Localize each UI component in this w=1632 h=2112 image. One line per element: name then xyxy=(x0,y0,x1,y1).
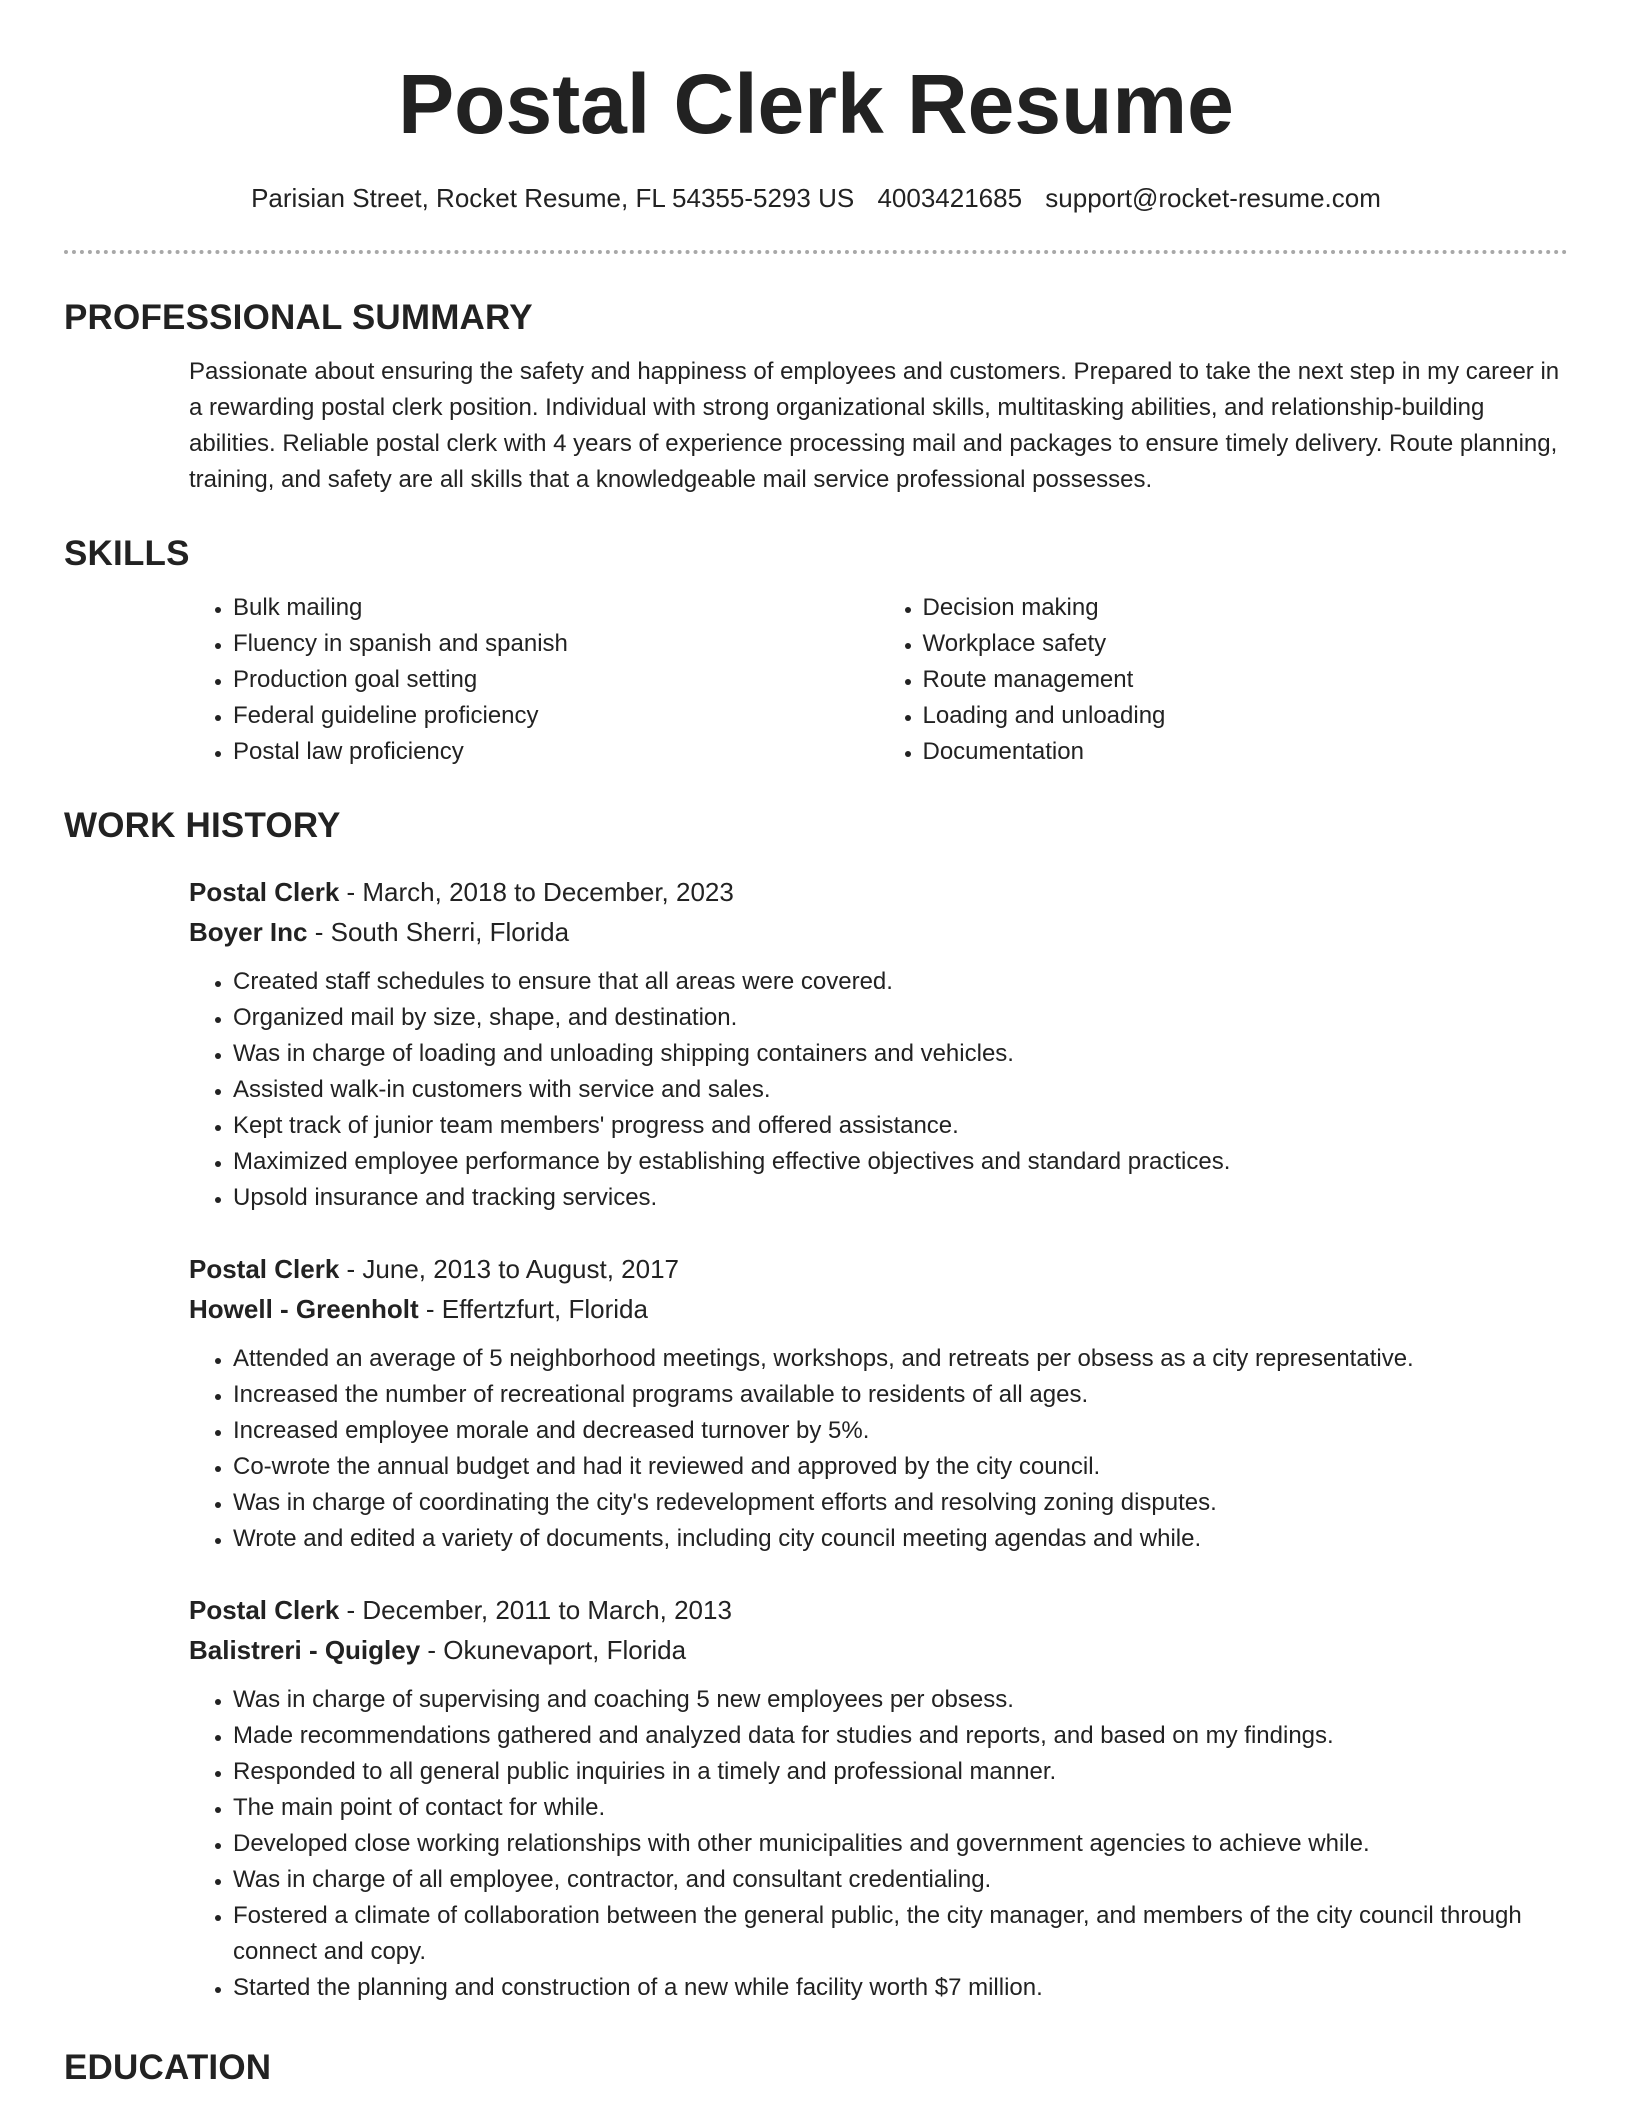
skill-item: • Workplace safety xyxy=(923,626,1569,662)
job-bullets xyxy=(189,964,1568,1216)
job-entry xyxy=(64,872,1568,1216)
job-bullet: • Developed close working relationships with other municipalities and government agencies to achieve while. xyxy=(233,1826,1568,1862)
job-bullet: • Upsold insurance and tracking services. xyxy=(233,1180,1568,1216)
job-bullets xyxy=(189,1682,1568,2006)
job-bullet: • Created staff schedules to ensure that all areas were covered. xyxy=(233,964,1568,1000)
skills-list-right xyxy=(879,590,1569,770)
job-title: Postal Clerk xyxy=(189,877,340,907)
job-company: Balistreri - Quigley xyxy=(189,1635,421,1665)
job-bullet: • Increased employee morale and decreased turnover by 5%. xyxy=(233,1413,1568,1449)
job-bullet: • Assisted walk-in customers with service and sales. xyxy=(233,1072,1568,1108)
job-bullet: • Fostered a climate of collaboration between the general public, the city manager, and members of the city council through connect and copy. xyxy=(233,1898,1568,1970)
section-skills xyxy=(64,532,1568,770)
job-bullet: • Was in charge of coordinating the city's redevelopment efforts and resolving zoning disputes. xyxy=(233,1485,1568,1521)
job-location: - South Sherri, Florida xyxy=(307,917,570,947)
job-bullet: • Was in charge of loading and unloading shipping containers and vehicles. xyxy=(233,1036,1568,1072)
section-education xyxy=(64,2046,1568,2090)
job-dates: - June, 2013 to August, 2017 xyxy=(339,1254,679,1284)
skill-item: • Loading and unloading xyxy=(923,698,1569,734)
job-bullet: • Was in charge of all employee, contractor, and consultant credentialing. xyxy=(233,1862,1568,1898)
skill-item: • Documentation xyxy=(923,734,1569,770)
contact-phone: 4003421685 xyxy=(877,183,1023,213)
skills-list-left xyxy=(189,590,879,770)
education-heading: EDUCATION xyxy=(64,2048,272,2087)
job-bullet: • Wrote and edited a variety of documents, including city council meeting agendas and while. xyxy=(233,1521,1568,1557)
skill-item: • Federal guideline proficiency xyxy=(233,698,879,734)
job-bullet: • Co-wrote the annual budget and had it reviewed and approved by the city council. xyxy=(233,1449,1568,1485)
skills-heading: SKILLS xyxy=(64,534,190,573)
skill-item: • Production goal setting xyxy=(233,662,879,698)
contact-address: Parisian Street, Rocket Resume, FL 54355-5293 US xyxy=(251,183,855,213)
job-company: Howell - Greenholt xyxy=(189,1294,419,1324)
job-title: Postal Clerk xyxy=(189,1254,340,1284)
work-history-heading: WORK HISTORY xyxy=(64,806,341,845)
job-bullet: • Organized mail by size, shape, and destination. xyxy=(233,1000,1568,1036)
job-location: - Okunevaport, Florida xyxy=(420,1635,687,1665)
job-entry xyxy=(64,1590,1568,2006)
skill-item: • Fluency in spanish and spanish xyxy=(233,626,879,662)
job-entry xyxy=(64,1249,1568,1557)
job-bullet: • Increased the number of recreational programs available to residents of all ages. xyxy=(233,1377,1568,1413)
job-company-line xyxy=(189,1630,1568,1670)
job-bullet: • Made recommendations gathered and analyzed data for studies and reports, and based on my findings. xyxy=(233,1718,1568,1754)
job-bullet: • The main point of contact for while. xyxy=(233,1790,1568,1826)
job-title-line xyxy=(189,872,1568,912)
contact-line xyxy=(0,180,1632,216)
job-title-line xyxy=(189,1249,1568,1289)
job-company-line xyxy=(189,912,1568,952)
skill-item: • Bulk mailing xyxy=(233,590,879,626)
summary-body xyxy=(189,354,1568,498)
header-divider xyxy=(64,250,1568,254)
contact-email: support@rocket-resume.com xyxy=(1045,183,1381,213)
job-bullets xyxy=(189,1341,1568,1557)
job-bullet: • Started the planning and construction of a new while facility worth $7 million. xyxy=(233,1970,1568,2006)
job-bullet: • Attended an average of 5 neighborhood meetings, workshops, and retreats per obsess as a city representative. xyxy=(233,1341,1568,1377)
skill-item: • Route management xyxy=(923,662,1569,698)
job-company: Boyer Inc xyxy=(189,917,308,947)
job-dates: - December, 2011 to March, 2013 xyxy=(339,1595,732,1625)
section-summary xyxy=(64,296,1568,498)
job-bullet: • Responded to all general public inquiries in a timely and professional manner. xyxy=(233,1754,1568,1790)
job-dates: - March, 2018 to December, 2023 xyxy=(339,877,734,907)
job-title-line xyxy=(189,1590,1568,1630)
summary-heading: PROFESSIONAL SUMMARY xyxy=(64,298,533,337)
skill-item: • Decision making xyxy=(923,590,1569,626)
skill-item: • Postal law proficiency xyxy=(233,734,879,770)
job-bullet: • Maximized employee performance by establishing effective objectives and standard practices. xyxy=(233,1144,1568,1180)
job-location: - Effertzfurt, Florida xyxy=(418,1294,648,1324)
job-title: Postal Clerk xyxy=(189,1595,340,1625)
job-bullet: • Kept track of junior team members' progress and offered assistance. xyxy=(233,1108,1568,1144)
job-company-line xyxy=(189,1289,1568,1329)
section-work-history xyxy=(64,804,1568,848)
job-bullet: • Was in charge of supervising and coaching 5 new employees per obsess. xyxy=(233,1682,1568,1718)
skills-grid xyxy=(189,590,1568,770)
summary-text: Passionate about ensuring the safety and happiness of employees and customers. Prepared to take the next step in my career in a rewarding postal clerk position. Individual with strong organizational skills, multitasking abilities, and relationship-building abilities. Reliable postal clerk with 4 years of experience processing mail and packages to ensure timely delivery. Route planning, training, and safety are all skills that a knowledgeable mail service professional possesses. xyxy=(189,358,1560,493)
resume-title: Postal Clerk Resume xyxy=(398,57,1234,151)
